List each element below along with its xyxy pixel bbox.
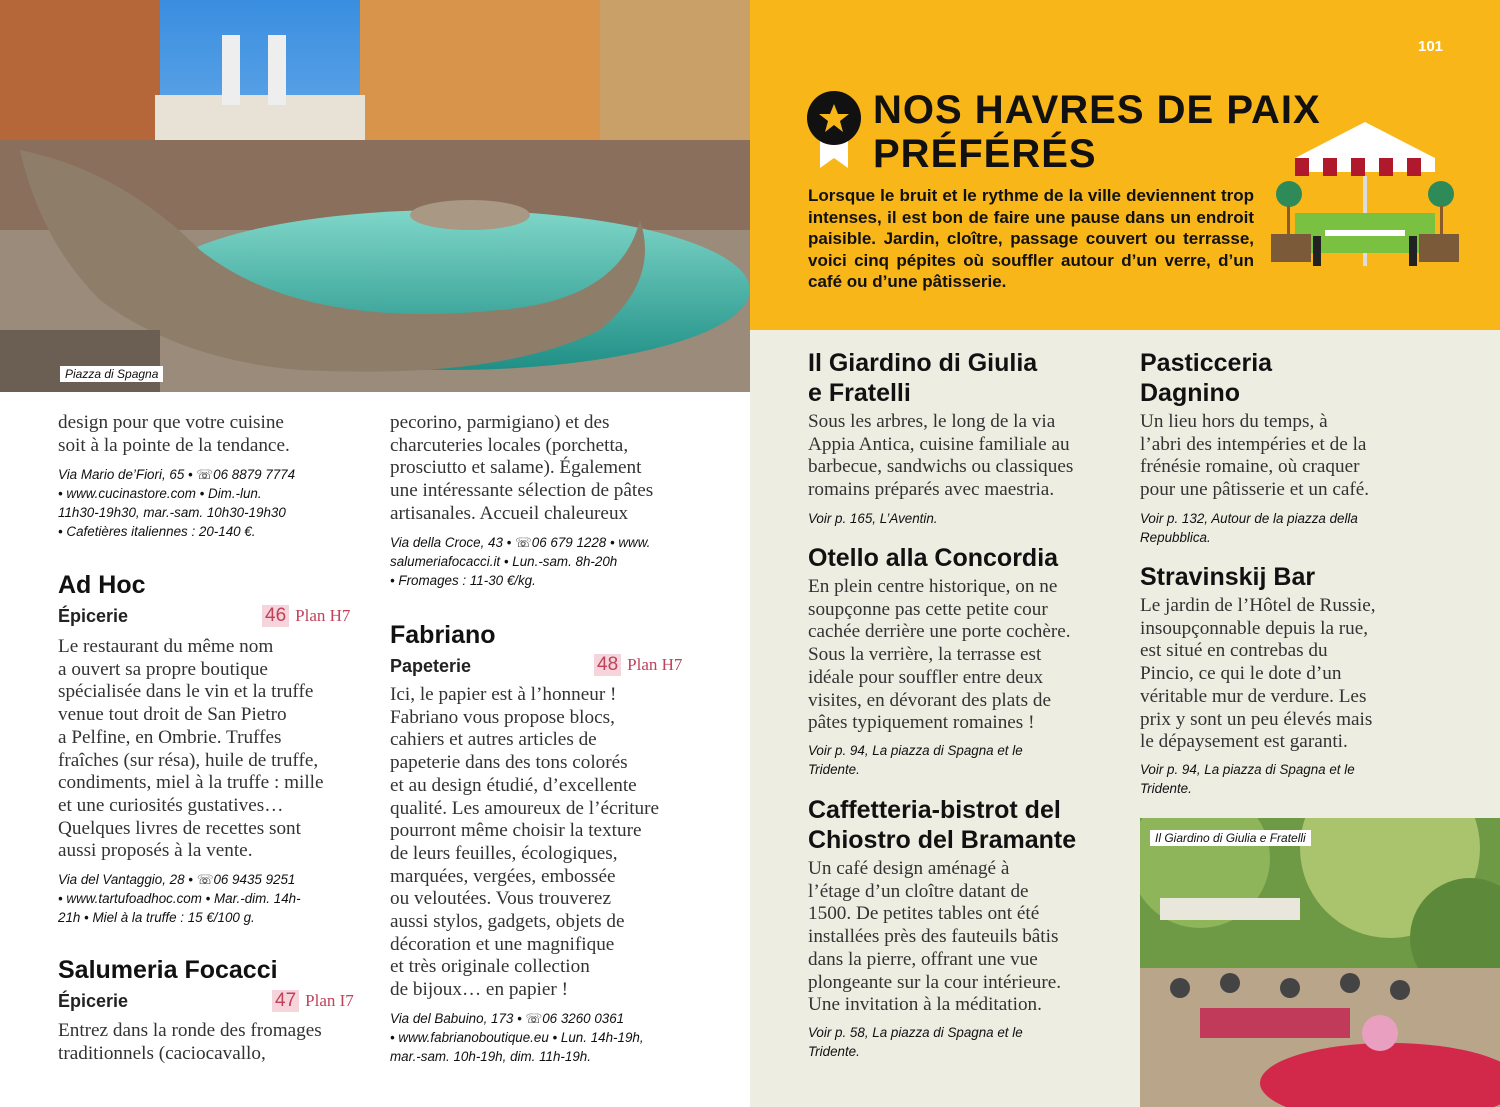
fabriano-map-ref bbox=[594, 654, 682, 676]
section-intro: Lorsque le bruit et le rythme de la ville deviennent trop intenses, il est bon de faire une pause dans un endroit paisible. Jardin, cloître, passage couvert ou terrasse, voici cinq pépites où souffler autour d’un verre, d’un café ou d’une pâtisserie. bbox=[808, 186, 1254, 291]
place-text-pasticceria: Un lieu hors du temps, à l’abri des intempéries et de la frénésie romaine, où craquer pour une pâtisserie et un café. bbox=[1140, 411, 1370, 501]
place-title-caffetteria: Caffetteria-bistrot del Chiostro del Bramante bbox=[808, 796, 1077, 854]
place-title-pasticceria: Pasticceria Dagnino bbox=[1140, 349, 1273, 407]
salumeria-text-cont: pecorino, parmigiano) et des charcuteries locales (porchetta, prosciutto et salame). Également une intéressante sélection de pâtes artisanales. Accueil chaleureux bbox=[390, 412, 654, 524]
place-title-giardino: Il Giardino di Giulia e Fratelli bbox=[808, 349, 1038, 407]
photo-giardino bbox=[1140, 818, 1500, 1107]
salumeria-title: Salumeria Focacci bbox=[58, 956, 278, 984]
ad-hoc-text: Le restaurant du même nom a ouvert sa propre boutique spécialisée dans le vin et la truffe venue tout droit de San Pietro a Pelfine, en Ombrie. Truffes fraîches (sur résa), huile de truffe, condiments, miel à la truffe : mille et une curiosités gustatives… Quelques livres de recettes sont aussi proposés à la vente. bbox=[58, 636, 324, 862]
ad-hoc-title: Ad Hoc bbox=[58, 571, 146, 599]
map-number: 47 bbox=[272, 990, 299, 1012]
fabriano-title: Fabriano bbox=[390, 621, 496, 649]
plan-ref: Plan H7 bbox=[627, 655, 683, 674]
salumeria-category: Épicerie bbox=[58, 991, 129, 1011]
fabriano-category: Papeterie bbox=[390, 656, 472, 676]
cucina-text: design pour que votre cuisine soit à la pointe de la tendance. bbox=[58, 412, 290, 456]
salumeria-map-ref bbox=[272, 990, 354, 1012]
ad-hoc-info: Via del Vantaggio, 28 • ☏06 9435 9251 • www.tartufoadhoc.com • Mar.-dim. 14h- 21h • Miel à la truffe : 15 €/100 g. bbox=[58, 872, 301, 925]
salumeria-text: Entrez dans la ronde des fromages traditionnels (caciocavallo, bbox=[58, 1020, 322, 1064]
plan-ref: Plan H7 bbox=[295, 606, 351, 625]
fountain-photo-illustration bbox=[0, 0, 750, 392]
place-ref-otello: Voir p. 94, La piazza di Spagna et le Tridente. bbox=[808, 743, 1023, 777]
map-number: 46 bbox=[262, 605, 289, 627]
fabriano-info: Via del Babuino, 173 • ☏06 3260 0361 • www.fabrianoboutique.eu • Lun. 14h-19h, mar.-sam. 10h-19h, dim. 11h-19h. bbox=[390, 1011, 644, 1064]
place-title-otello: Otello alla Concordia bbox=[808, 544, 1059, 572]
place-text-otello: En plein centre historique, on ne soupçonne pas cette petite cour cachée derrière une porte cochère. Sous la verrière, la terrasse est idéale pour souffler entre deux visites, en dévorant des plats de pâtes typiquement romaines ! bbox=[808, 576, 1071, 734]
place-text-stravinskij: Le jardin de l’Hôtel de Russie, insoupçonnable depuis la rue, est situé en contrebas du Pincio, ce qui le dote d’un véritable mur de verdure. Les prix y sont un peu élevés mais le dépaysement est garanti. bbox=[1140, 595, 1376, 753]
place-ref-stravinskij: Voir p. 94, La piazza di Spagna et le Tridente. bbox=[1140, 762, 1355, 796]
section-title: NOS HAVRES DE PAIX PRÉFÉRÉS bbox=[873, 88, 1321, 176]
photo-caption: Piazza di Spagna bbox=[60, 366, 163, 382]
page-number: 101 bbox=[1418, 38, 1444, 55]
salumeria-info: Via della Croce, 43 • ☏06 679 1228 • www. salumeriafocacci.it • Lun.-sam. 8h-20h • Fromages : 11-30 €/kg. bbox=[390, 535, 651, 588]
photo-piazza-di-spagna bbox=[0, 0, 750, 392]
place-ref-pasticceria: Voir p. 132, Autour de la piazza della Repubblica. bbox=[1140, 511, 1358, 545]
ad-hoc-category: Épicerie bbox=[58, 606, 129, 626]
ad-hoc-map-ref bbox=[262, 605, 350, 627]
terrace-cafe-illustration bbox=[1265, 118, 1465, 278]
cucina-info: Via Mario de’Fiori, 65 • ☏06 8879 7774 • www.cucinastore.com • Dim.-lun. 11h30-19h30, mar.-sam. 10h30-19h30 • Cafetières italiennes : 20-140 €. bbox=[58, 467, 296, 539]
award-ribbon-star-icon bbox=[806, 90, 862, 170]
place-text-caffetteria: Un café design aménagé à l’étage d’un cloître datant de 1500. De petites tables ont été installées près des fauteuils bâtis dans la pierre, offrant une vue plongeante sur la cour intérieure. Une invitation à la méditation. bbox=[808, 858, 1062, 1016]
place-text-giardino: Sous les arbres, le long de la via Appia Antica, cuisine familiale au barbecue, sandwichs ou classiques romains préparés avec maestria. bbox=[808, 411, 1074, 501]
garden-terrace-photo-illustration bbox=[1140, 818, 1500, 1107]
fabriano-text: Ici, le papier est à l’honneur ! Fabriano vous propose blocs, cahiers et autres articles de papeterie dans des tons colorés et au design étudié, d’excellente qualité. Les amoureux de l’écriture pourront même choisir la texture de leurs feuilles, écologiques, marquées, vergées, embossée ou veloutées. Vous trouverez aussi stylos, gadgets, objets de décoration et une magnifique et très originale collection de bijoux… en papier ! bbox=[390, 684, 660, 1001]
map-number: 48 bbox=[594, 654, 621, 676]
place-ref-giardino: Voir p. 165, L’Aventin. bbox=[808, 511, 938, 526]
plan-ref: Plan I7 bbox=[305, 991, 354, 1010]
place-ref-caffetteria: Voir p. 58, La piazza di Spagna et le Tridente. bbox=[808, 1025, 1023, 1059]
photo-caption: Il Giardino di Giulia e Fratelli bbox=[1150, 830, 1311, 846]
place-title-stravinskij: Stravinskij Bar bbox=[1140, 563, 1316, 591]
